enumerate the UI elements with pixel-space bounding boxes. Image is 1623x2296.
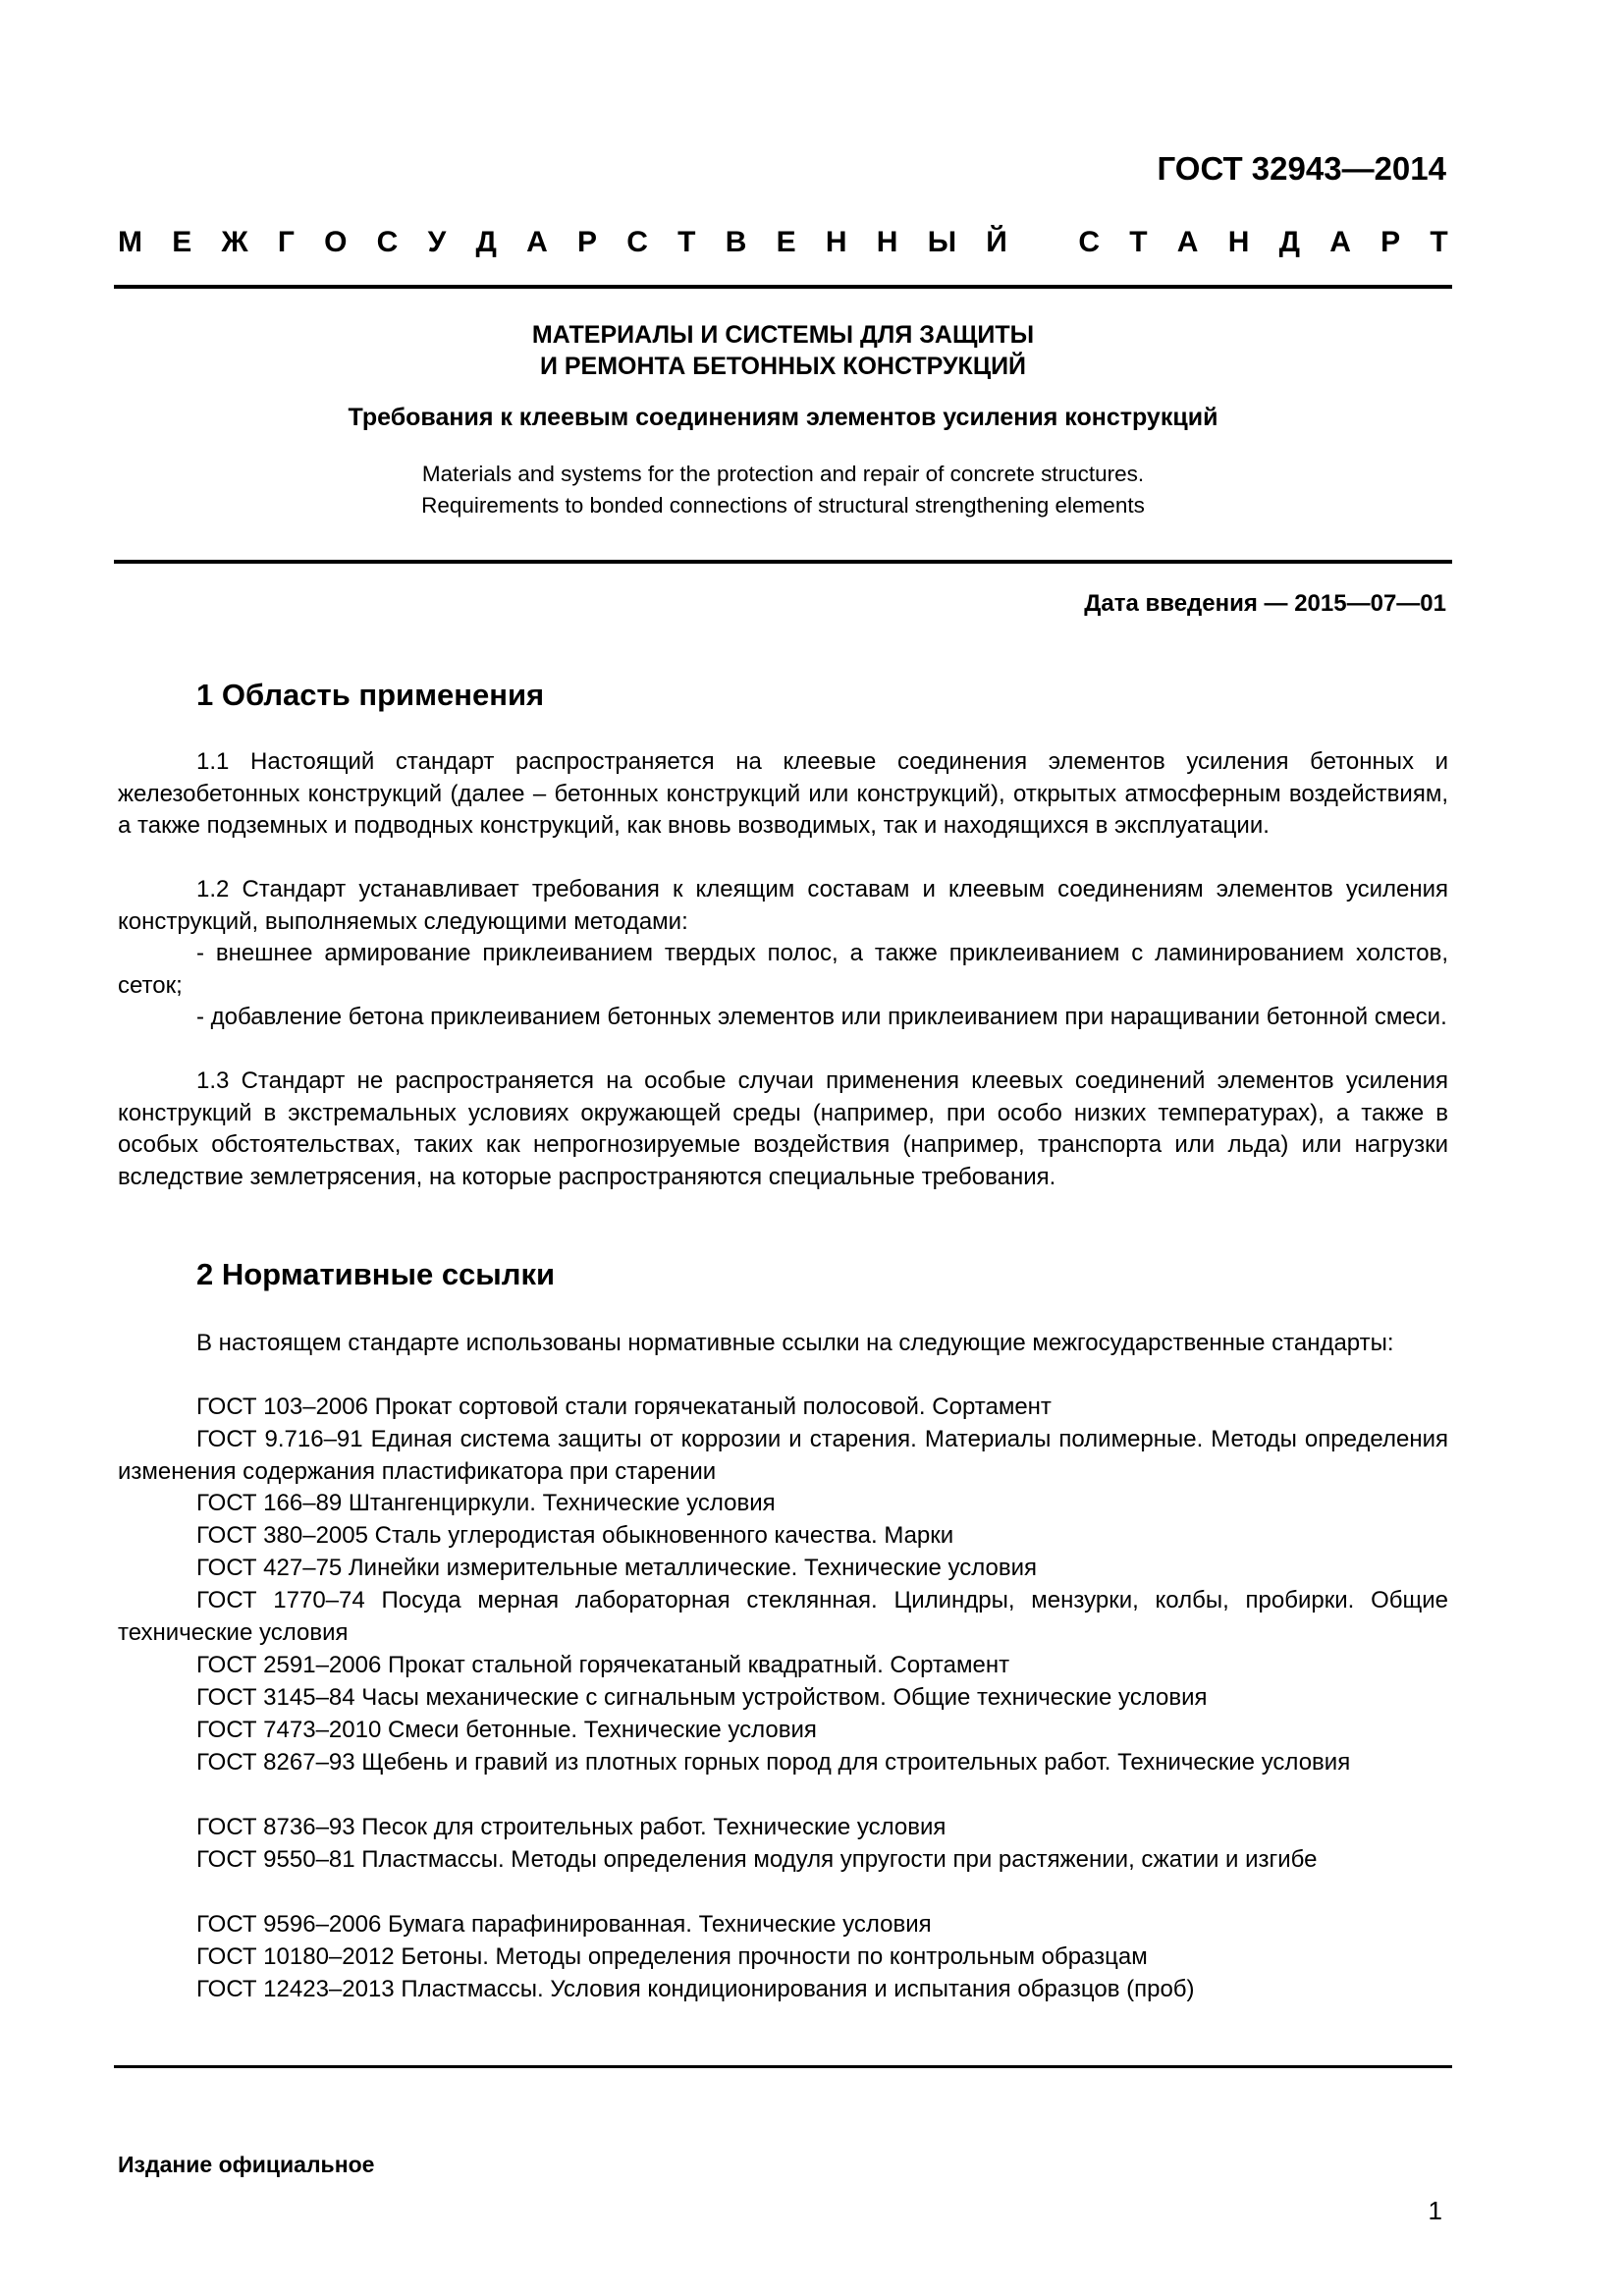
standard-type-letter: О	[324, 226, 348, 258]
standard-type-letter: Н	[1227, 226, 1250, 258]
references-intro: В настоящем стандарте использованы нормативные ссылки на следующие межгосударственные стандарты:	[196, 1330, 1394, 1356]
standard-type-letter: Р	[1380, 226, 1401, 258]
reference-item: ГОСТ 1770–74 Посуда мерная лабораторная стеклянная. Цилиндры, мензурки, колбы, пробирки. Общие технические условия	[118, 1587, 1448, 1646]
standard-type-letter: Т	[1129, 226, 1148, 258]
reference-item: ГОСТ 9.716–91 Единая система защиты от коррозии и старения. Материалы полимерные. Методы определения изменения содержания пластификатора при старении	[118, 1426, 1448, 1485]
standard-type-letter: Д	[475, 226, 497, 258]
paragraph-1-2: 1.2 Стандарт устанавливает требования к клеящим составам и клеевым соединениям элементов усиления конструкций, выполняемых следующими методами:	[118, 876, 1448, 935]
standard-type-letter: Д	[1278, 226, 1300, 258]
reference-item: ГОСТ 103–2006 Прокат сортовой стали горячекатаный полосовой. Сортамент	[196, 1394, 1052, 1420]
subtitle: Требования к клеевым соединениям элементов усиления конструкций	[348, 404, 1218, 431]
standard-type-letter: Т	[677, 226, 696, 258]
reference-item: ГОСТ 3145–84 Часы механические с сигнальным устройством. Общие технические условия	[196, 1684, 1208, 1711]
standard-type-letter: Е	[776, 226, 796, 258]
standard-type-letter: А	[1329, 226, 1351, 258]
reference-item: ГОСТ 12423–2013 Пластмассы. Условия кондиционирования и испытания образцов (проб)	[196, 1976, 1195, 2002]
bullet-concrete-addition: - добавление бетона приклеиванием бетонных элементов или приклеиванием при наращивании бетонной смеси.	[196, 1004, 1447, 1030]
reference-item: ГОСТ 9550–81 Пластмассы. Методы определения модуля упругости при растяжении, сжатии и изгибе	[196, 1846, 1318, 1873]
reference-item: ГОСТ 8267–93 Щебень и гравий из плотных горных пород для строительных работ. Технические условия	[196, 1749, 1351, 1776]
title-line-2: И РЕМОНТА БЕТОННЫХ КОНСТРУКЦИЙ	[539, 353, 1027, 380]
standard-type-letter: Т	[1430, 226, 1448, 258]
standard-type-letter: Н	[876, 226, 898, 258]
standard-type-letter: С	[376, 226, 399, 258]
title-line-1: МАТЕРИАЛЫ И СИСТЕМЫ ДЛЯ ЗАЩИТЫ	[531, 321, 1035, 349]
reference-item: ГОСТ 9596–2006 Бумага парафинированная. Технические условия	[196, 1911, 932, 1938]
reference-item: ГОСТ 7473–2010 Смеси бетонные. Технические условия	[196, 1717, 817, 1743]
paragraph-1-3: 1.3 Стандарт не распространяется на особые случаи применения клеевых соединений элементов усиления конструкций в экстремальных условиях окружающей среды (например, при особо низких температурах), а также в особых обстоятельствах, таких как непрогнозируемые воздействия (например, транспорта или льда) или нагрузки вследствие землетрясения, на которые распространяются специальные требования.	[118, 1067, 1448, 1190]
reference-item: ГОСТ 166–89 Штангенциркули. Технические условия	[196, 1490, 776, 1516]
standard-type-letter: Г	[277, 226, 295, 258]
reference-item: ГОСТ 427–75 Линейки измерительные металлические. Технические условия	[196, 1555, 1038, 1581]
reference-item: ГОСТ 10180–2012 Бетоны. Методы определения прочности по контрольным образцам	[196, 1943, 1148, 1970]
document-code: ГОСТ 32943—2014	[1157, 150, 1446, 187]
standard-type-letter: Ы	[927, 226, 957, 258]
standard-type-letter: Н	[825, 226, 847, 258]
official-edition-label: Издание официальное	[118, 2152, 375, 2177]
standard-type-letter: А	[1176, 226, 1199, 258]
standard-type-letter: У	[427, 226, 447, 258]
standard-type-letter: М	[118, 226, 142, 258]
bullet-external-reinforcement: - внешнее армирование приклеиванием твердых полос, а также приклеиванием с ламинированием холстов, сеток;	[118, 940, 1448, 999]
title-block	[114, 319, 1452, 521]
introduction-date: Дата введения — 2015—07—01	[1084, 590, 1446, 617]
standard-type-letter: С	[1078, 226, 1100, 258]
standard-type-letter: Ж	[221, 226, 248, 258]
standard-type-letter: А	[526, 226, 548, 258]
english-title-line-2: Requirements to bonded connections of structural strengthening elements	[421, 493, 1145, 518]
bottom-title-rule	[114, 560, 1452, 564]
standard-type	[118, 223, 1448, 262]
standard-type-letter: В	[725, 226, 747, 258]
reference-item: ГОСТ 2591–2006 Прокат стальной горячекатаный квадратный. Сортамент	[196, 1652, 1010, 1678]
reference-item: ГОСТ 380–2005 Сталь углеродистая обыкновенного качества. Марки	[196, 1522, 954, 1549]
standard-type-letter: Р	[577, 226, 598, 258]
page-number: 1	[1428, 2196, 1442, 2225]
paragraph-1-1: 1.1 Настоящий стандарт распространяется на клеевые соединения элементов усиления бетонных и железобетонных конструкций (далее – бетонных конструкций или конструкций), открытых атмосферным воздействиям, а также подземных и подводных конструкций, как вновь возводимых, так и находящихся в эксплуатации.	[118, 748, 1448, 839]
footer-rule	[114, 2065, 1452, 2068]
section-1-heading: 1 Область применения	[196, 678, 545, 712]
standard-type-letter: Е	[172, 226, 192, 258]
section-2-heading: 2 Нормативные ссылки	[196, 1257, 556, 1291]
english-title-line-1: Materials and systems for the protection and repair of concrete structures.	[421, 462, 1145, 486]
standard-type-letter: Й	[986, 226, 1007, 258]
standard-type-gap	[1037, 223, 1049, 262]
standard-type-letter: С	[626, 226, 648, 258]
reference-item: ГОСТ 8736–93 Песок для строительных работ. Технические условия	[196, 1814, 947, 1840]
top-rule	[114, 285, 1452, 289]
